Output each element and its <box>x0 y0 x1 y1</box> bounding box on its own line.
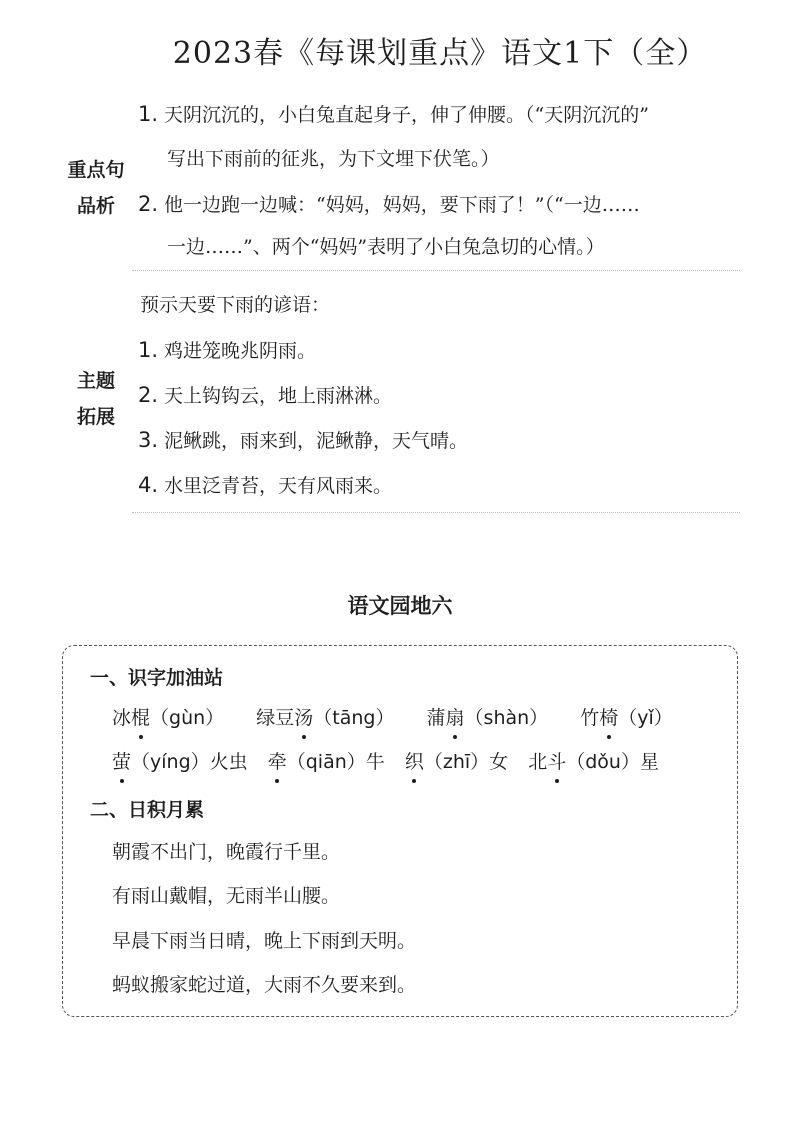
extension-item-4-num: 4. <box>138 473 159 497</box>
part2-heading: 二、日积月累 <box>90 799 205 821</box>
divider-1 <box>132 270 740 271</box>
extension-label-line1: 主题 <box>76 370 115 392</box>
analysis-item-1-line1 <box>138 100 649 129</box>
extension-item-4-text: 水里泛青苔，天有风雨来。 <box>164 475 393 497</box>
extension-item-2 <box>138 381 392 410</box>
analysis-label-line2: 品析 <box>76 195 115 217</box>
extension-item-3-text: 泥鳅跳，雨来到，泥鳅静，天气晴。 <box>164 430 469 452</box>
extension-label-line2: 拓展 <box>76 406 115 428</box>
word-lv-dou-tang: 绿豆汤（tāng） <box>256 707 394 729</box>
dotted-char: 斗 <box>547 747 566 777</box>
garden-title: 语文园地六 <box>347 594 453 618</box>
word-pu-shan: 蒲扇（shàn） <box>427 707 549 729</box>
dotted-char: 椅 <box>599 703 618 733</box>
word-ying-huo-chong: 萤（yíng）火虫 <box>112 751 248 773</box>
saying-1: 朝霞不出门，晚霞行千里。 <box>112 841 341 863</box>
extension-item-1-text: 鸡进笼晚兆阴雨。 <box>164 340 317 362</box>
pinyin-row-1 <box>112 703 673 733</box>
dotted-char: 棍 <box>131 703 150 733</box>
saying-3: 早晨下雨当日晴，晚上下雨到天明。 <box>112 930 417 952</box>
analysis-label <box>56 152 136 224</box>
extension-item-1-num: 1. <box>138 338 159 362</box>
analysis-item-2-num: 2. <box>138 192 159 216</box>
extension-item-4 <box>138 471 392 500</box>
analysis-item-2-line2: 一边……”、两个“妈妈”表明了小白兔急切的心情。） <box>167 236 605 258</box>
dotted-char: 牵 <box>268 747 287 777</box>
word-bing-gun: 冰棍（gùn） <box>112 707 224 729</box>
extension-item-1 <box>138 336 316 365</box>
extension-item-2-num: 2. <box>138 383 159 407</box>
garden-box <box>62 645 738 1017</box>
analysis-item-2-line1 <box>138 190 640 219</box>
word-qian-niu: 牵（qiān）牛 <box>268 751 385 773</box>
analysis-item-2-text: 他一边跑一边喊：“妈妈，妈妈，要下雨了！”（“一边…… <box>164 194 640 216</box>
extension-item-3 <box>138 426 468 455</box>
word-bei-dou-xing: 北斗（dǒu）星 <box>528 751 659 773</box>
part1-heading: 一、识字加油站 <box>90 667 224 689</box>
dotted-char: 萤 <box>112 747 131 777</box>
analysis-item-1-text: 天阴沉沉的，小白兔直起身子，伸了伸腰。（“天阴沉沉的” <box>164 104 649 126</box>
word-zhi-nv: 织（zhī）女 <box>405 751 508 773</box>
extension-intro: 预示天要下雨的谚语： <box>140 294 331 316</box>
dotted-char: 织 <box>405 747 424 777</box>
analysis-item-1-num: 1. <box>138 102 159 126</box>
analysis-item-1-line2: 写出下雨前的征兆，为下文埋下伏笔。） <box>167 148 500 170</box>
word-zhu-yi: 竹椅（yǐ） <box>580 707 673 729</box>
extension-label <box>56 363 136 435</box>
pinyin-row-2 <box>112 747 659 777</box>
extension-item-3-num: 3. <box>138 428 159 452</box>
saying-2: 有雨山戴帽，无雨半山腰。 <box>112 885 341 907</box>
page-title: 2023春《每课划重点》语文1下（全） <box>172 36 708 71</box>
dotted-char: 汤 <box>294 703 313 733</box>
divider-2 <box>132 512 740 513</box>
dotted-char: 扇 <box>446 703 465 733</box>
analysis-label-line1: 重点句 <box>67 159 125 181</box>
extension-item-2-text: 天上钩钩云，地上雨淋淋。 <box>164 385 393 407</box>
saying-4: 蚂蚁搬家蛇过道，大雨不久要来到。 <box>112 974 417 996</box>
